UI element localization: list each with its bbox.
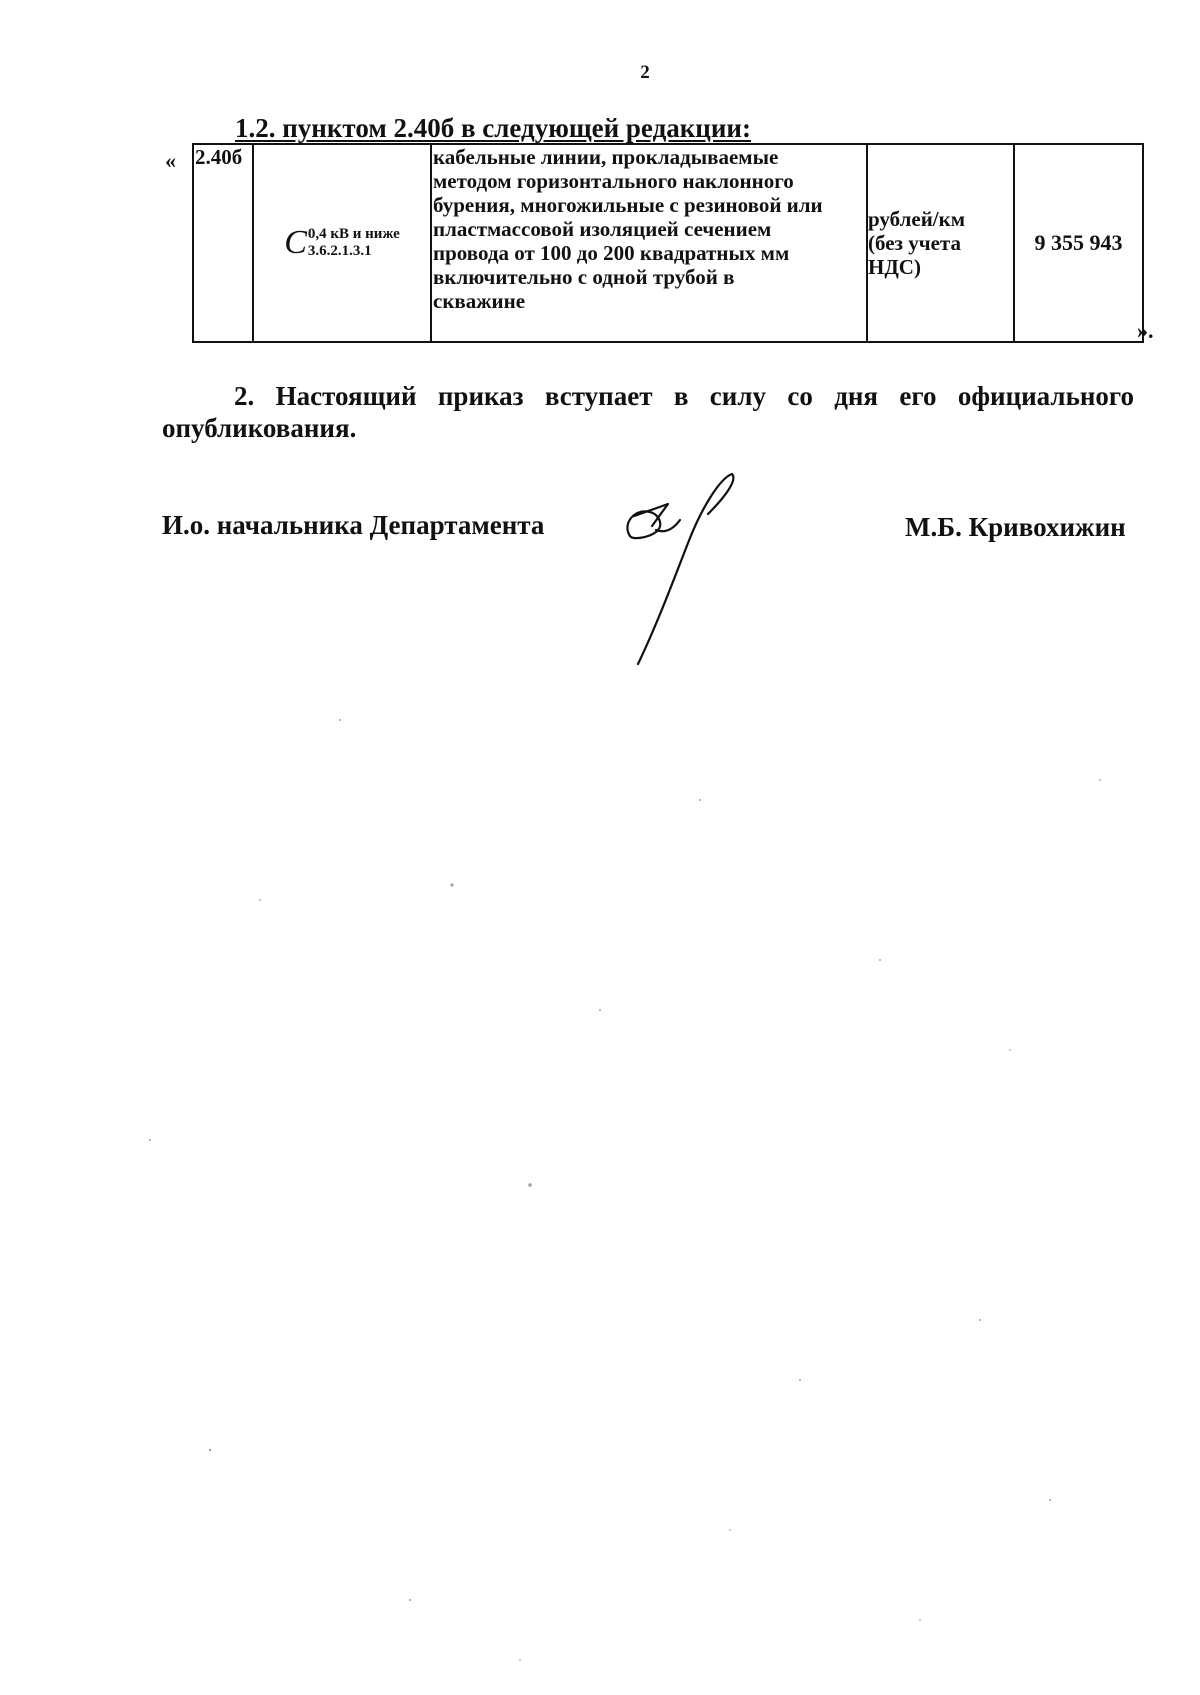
table-row — [193, 144, 1143, 342]
description-line: пластмассовой изоляцией сечением — [433, 217, 772, 241]
formula-superscript: 0,4 кВ и ниже — [307, 226, 400, 242]
value-cell: 9 355 943 — [1014, 144, 1143, 342]
description-cell — [431, 144, 867, 342]
closing-quote: ». — [1137, 318, 1154, 343]
formula-subscript: 3.6.2.1.3.1 — [307, 243, 372, 259]
page-number: 2 — [640, 62, 650, 83]
signer-name: М.Б. Кривохижин — [905, 512, 1126, 542]
item-number-cell: 2.40б — [193, 144, 253, 342]
unit-cell — [867, 144, 1014, 342]
description-line: бурения, многожильные с резиновой или — [433, 193, 823, 217]
rate-formula — [284, 226, 400, 260]
description-line: методом горизонтального наклонного — [433, 169, 794, 193]
description-line: кабельные линии, прокладываемые — [433, 145, 779, 169]
unit-line: (без учета — [868, 231, 961, 255]
effective-date-paragraph: 2. Настоящий приказ вступает в силу со дня его официального опубликования. — [162, 381, 1134, 443]
amendment-intro: 1.2. пунктом 2.40б в следующей редакции: — [235, 113, 751, 143]
amendment-table — [192, 143, 1144, 343]
formula-base: C — [284, 224, 307, 261]
handwritten-signature — [620, 468, 760, 668]
description-line: включительно с одной трубой в — [433, 265, 735, 289]
formula-cell — [253, 144, 431, 342]
description-line: скважине — [433, 289, 526, 313]
opening-quote: « — [165, 148, 176, 173]
unit-line: рублей/км — [868, 207, 966, 231]
signer-title: И.о. начальника Департамента — [162, 510, 545, 540]
unit-line: НДС) — [868, 255, 921, 279]
description-line: провода от 100 до 200 квадратных мм — [433, 241, 790, 265]
